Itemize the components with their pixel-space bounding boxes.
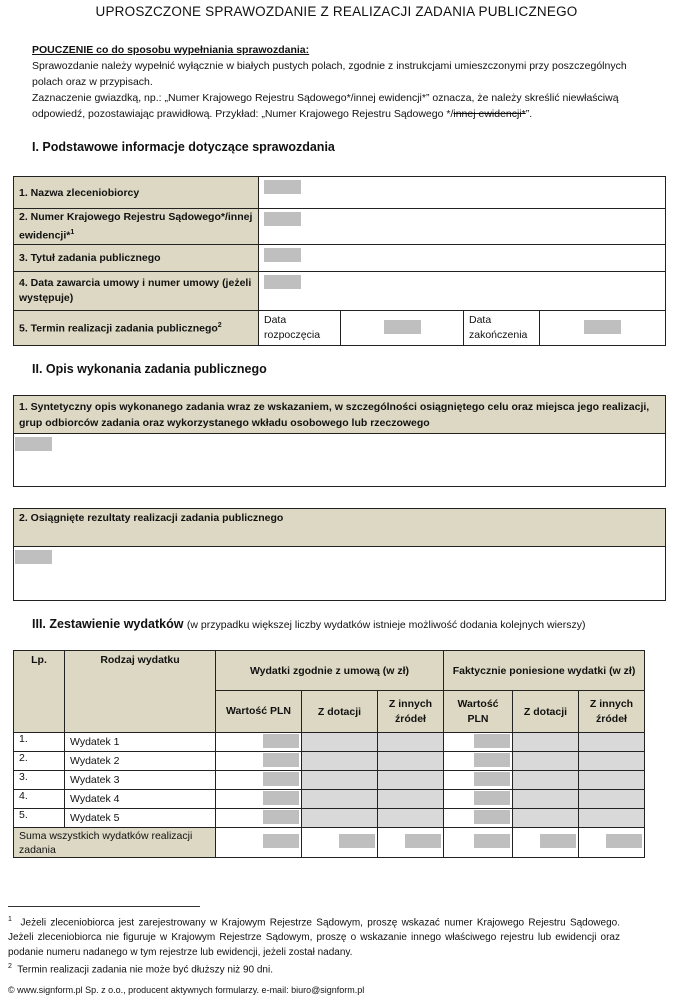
- cell-other-1[interactable]: [378, 809, 444, 828]
- expenses-table: [13, 650, 645, 858]
- cell-grant-2[interactable]: [513, 733, 579, 752]
- cell-grant-2[interactable]: [513, 752, 579, 771]
- page-title: UPROSZCZONE SPRAWOZDANIE Z REALIZACJI ZADANIA PUBLICZNEGO: [95, 4, 578, 19]
- cell-grant-1[interactable]: [302, 809, 378, 828]
- row-expense-name: Wydatek 3: [65, 771, 216, 790]
- sum-label: Suma wszystkich wydatków realizacji zadania: [14, 828, 216, 858]
- cell-other-2[interactable]: [579, 733, 645, 752]
- sub-grant-2: Z dotacji: [513, 691, 579, 733]
- cell-value-2[interactable]: [444, 752, 513, 771]
- cell-grant-1[interactable]: [302, 733, 378, 752]
- cell-grant-1[interactable]: [302, 790, 378, 809]
- section2-heading: II. Opis wykonania zadania publicznego: [32, 362, 267, 376]
- cell-other-1[interactable]: [378, 733, 444, 752]
- row-lp: 1.: [14, 733, 65, 752]
- section1-heading: I. Podstawowe informacje dotyczące sprawozdania: [32, 140, 335, 154]
- field-name[interactable]: [259, 177, 666, 209]
- cell-value-2[interactable]: [444, 733, 513, 752]
- row-expense-name: Wydatek 5: [65, 809, 216, 828]
- q2-field[interactable]: [14, 547, 666, 601]
- cell-grant-1[interactable]: [302, 771, 378, 790]
- struck-example: innej ewidencji*: [453, 108, 526, 120]
- row-label-name: 1. Nazwa zleceniobiorcy: [14, 177, 259, 209]
- sub-grant-1: Z dotacji: [302, 691, 378, 733]
- footnote-divider: [8, 906, 200, 907]
- field-contract[interactable]: [259, 272, 666, 311]
- cell-value-2[interactable]: [444, 771, 513, 790]
- row-label-title: 3. Tytuł zadania publicznego: [14, 245, 259, 272]
- row-label-contract: 4. Data zawarcia umowy i numer umowy (jeżeli występuje): [14, 272, 259, 311]
- row-lp: 5.: [14, 809, 65, 828]
- cell-value-2[interactable]: [444, 790, 513, 809]
- row-expense-name: Wydatek 1: [65, 733, 216, 752]
- footnote-1: $^1$ Jeżeli zleceniobiorca jest zarejestrowany w Krajowym Rejestrze Sądowym, proszę wskazać numer Krajowego Rejestru Sądowego. Jeżeli zleceniobiorca nie figuruje w Krajowym Rejestrze Sądowym, proszę o wskazanie innego właściwego rejestru lub ewidencji oraz podanie numeru nadanego w tym rejestrze lub ewidencji, jeżeli został nadany.: [8, 916, 620, 959]
- start-label: Data rozpoczęcia: [259, 311, 341, 346]
- cell-other-1[interactable]: [378, 790, 444, 809]
- cell-value-1[interactable]: [216, 752, 302, 771]
- section3-heading: III. Zestawienie wydatków (w przypadku większej liczby wydatków istnieje możliwość dodania kolejnych wierszy): [32, 617, 586, 631]
- q2-label: 2. Osiągnięte rezultaty realizacji zadania publicznego: [14, 509, 666, 547]
- group-contract: Wydatki zgodnie z umową (w zł): [216, 651, 444, 691]
- cell-other-1[interactable]: [378, 771, 444, 790]
- cell-other-2[interactable]: [579, 752, 645, 771]
- cell-grant-1[interactable]: [302, 752, 378, 771]
- cell-value-1[interactable]: [216, 733, 302, 752]
- table-row: [14, 733, 645, 752]
- sum-other-1[interactable]: [378, 828, 444, 858]
- footnote-2: $^2$ Termin realizacji zadania nie może być dłuższy niż 90 dni.: [8, 963, 273, 976]
- sum-value-1[interactable]: [216, 828, 302, 858]
- footer-copyright: © www.signform.pl Sp. z o.o., producent aktywnych formularzy. e-mail: biuro@signform.pl: [8, 985, 365, 995]
- cell-other-1[interactable]: [378, 752, 444, 771]
- sub-other-1: Z innych źródeł: [378, 691, 444, 733]
- instructions-line1: Sprawozdanie należy wypełnić wyłącznie w białych pustych polach, zgodnie z instrukcjami umieszczonymi przy poszczególnych polach oraz w przypisach.: [32, 60, 627, 88]
- sum-grant-1[interactable]: [302, 828, 378, 858]
- table-row: [14, 790, 645, 809]
- row-expense-name: Wydatek 2: [65, 752, 216, 771]
- field-end-date[interactable]: [540, 311, 666, 346]
- cell-other-2[interactable]: [579, 771, 645, 790]
- section3-note: (w przypadku większej liczby wydatków istnieje możliwość dodania kolejnych wierszy): [186, 619, 586, 631]
- table-row: [14, 752, 645, 771]
- sub-value-2: Wartość PLN: [444, 691, 513, 733]
- cell-value-1[interactable]: [216, 809, 302, 828]
- cell-grant-2[interactable]: [513, 809, 579, 828]
- field-krs[interactable]: [259, 209, 666, 245]
- cell-value-1[interactable]: [216, 790, 302, 809]
- cell-other-2[interactable]: [579, 809, 645, 828]
- section2-q1-table: [13, 395, 666, 487]
- col-type: Rodzaj wydatku: [65, 651, 216, 733]
- group-actual: Faktycznie poniesione wydatki (w zł): [444, 651, 645, 691]
- field-start-date[interactable]: [341, 311, 464, 346]
- cell-grant-2[interactable]: [513, 790, 579, 809]
- q1-label: 1. Syntetyczny opis wykonanego zadania wraz ze wskazaniem, w szczególności osiągniętego celu oraz miejsca jego realizacji, grup odbiorców zadania oraz wykorzystanego wkładu osobowego lub rzeczowego: [14, 396, 666, 434]
- row-label-term: 5. Termin realizacji zadania publicznego$^2$: [14, 311, 259, 346]
- sum-grant-2[interactable]: [513, 828, 579, 858]
- sub-value-1: Wartość PLN: [216, 691, 302, 733]
- sub-other-2: Z innych źródeł: [579, 691, 645, 733]
- col-lp: Lp.: [14, 651, 65, 733]
- cell-grant-2[interactable]: [513, 771, 579, 790]
- sum-value-2[interactable]: [444, 828, 513, 858]
- q1-field[interactable]: [14, 434, 666, 487]
- row-lp: 4.: [14, 790, 65, 809]
- field-title[interactable]: [259, 245, 666, 272]
- instructions-heading: POUCZENIE co do sposobu wypełniania sprawozdania:: [32, 44, 310, 56]
- row-expense-name: Wydatek 4: [65, 790, 216, 809]
- end-label: Data zakończenia: [464, 311, 540, 346]
- sum-other-2[interactable]: [579, 828, 645, 858]
- row-lp: 3.: [14, 771, 65, 790]
- instructions: [32, 42, 652, 122]
- section2-q2-table: [13, 508, 666, 601]
- section1-table: [13, 176, 666, 346]
- cell-other-2[interactable]: [579, 790, 645, 809]
- row-label-krs: 2. Numer Krajowego Rejestru Sądowego*/innej ewidencji*$^1$: [14, 209, 259, 245]
- table-row: [14, 771, 645, 790]
- table-row: [14, 809, 645, 828]
- row-lp: 2.: [14, 752, 65, 771]
- cell-value-2[interactable]: [444, 809, 513, 828]
- cell-value-1[interactable]: [216, 771, 302, 790]
- instructions-line2: Zaznaczenie gwiazdką, np.: „Numer Krajowego Rejestru Sądowego*/innej ewidencji*” oznacza, że należy skreślić niewłaściwą odpowiedź, pozostawiając prawidłową. Przykład: „Numer Krajowego Rejestru Sądowego */innej ewidencji*”.: [32, 92, 619, 120]
